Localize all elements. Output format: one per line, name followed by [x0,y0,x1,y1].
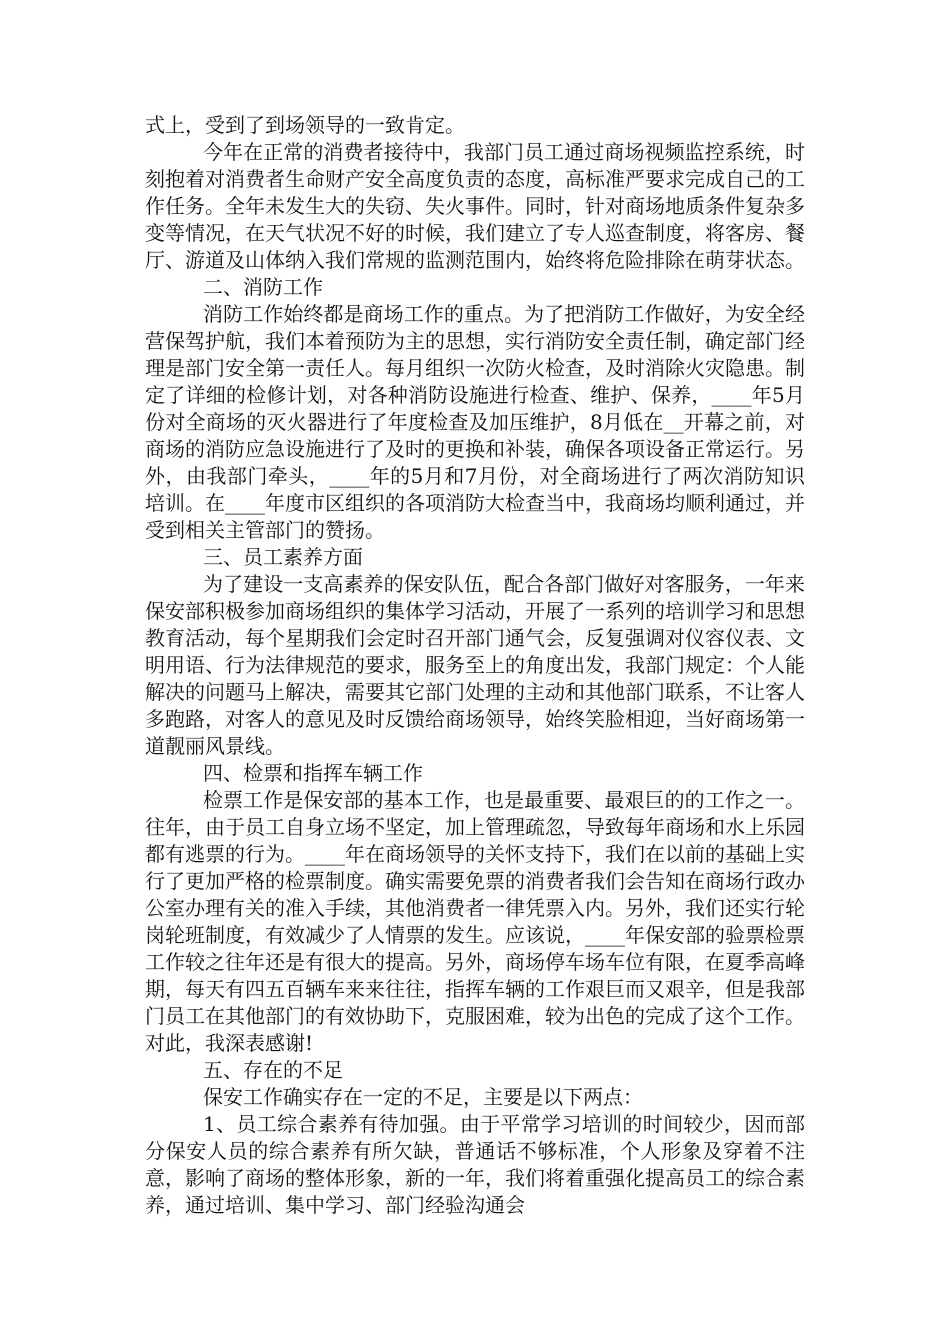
section-heading-shortcomings: 五、存在的不足 [203,1058,343,1082]
paragraph-fire: 消防工作始终都是商场工作的重点。为了把消防工作做好，为安全经营保驾护航，我们本着预防为主的思想，实行消防安全责任制，确定部门经理是部门安全第一责任人。每月组织一次防火检查，及时消除火灾隐患。制定了详细的检修计划，对各种消防设施进行检查、维护、保养，____年5月份对全商场的灭火器进行了年度检查及加压维护，8月低在__开幕之前，对商场的消防应急设施进行了及时的更换和补装，确保各项设备正常运行。另外，由我部门牵头，____年的5月和7月份，对全商场进行了两次消防知识培训。在____年度市区组织的各项消防大检查当中，我商场均顺利通过，并受到相关主管部门的赞扬。 [145,302,805,542]
section-heading-fire: 二、消防工作 [203,275,323,299]
paragraph-continuation: 式上，受到了到场领导的一致肯定。 [145,113,465,137]
paragraph-shortcoming-1: 1、员工综合素养有待加强。由于平常学习培训的时间较少，因而部分保安人员的综合素养有所欠缺，普通话不够标准，个人形象及穿着不注意，影响了商场的整体形象，新的一年，我们将着重强化提高员工的综合素养，通过培训、集中学习、部门经验沟通会 [145,1112,805,1217]
paragraph-tickets: 检票工作是保安部的基本工作，也是最重要、最艰巨的的工作之一。往年，由于员工自身立场不坚定，加上管理疏忽，导致每年商场和水上乐园都有逃票的行为。____年在商场领导的关怀支持下，我们在以前的基础上实行了更加严格的检票制度。确实需要免票的消费者我们会告知在商场行政办公室办理有关的准入手续，其他消费者一律凭票入内。另外，我们还实行轮岗轮班制度，有效减少了人情票的发生。应该说，____年保安部的验票检票工作较之往年还是有很大的提高。另外，商场停车场车位有限，在夏季高峰期，每天有四五百辆车来来往往，指挥车辆的工作艰巨而又艰辛，但是我部门员工在其他部门的有效协助下，克服困难，较为出色的完成了这个工作。对此，我深表感谢! [145,788,805,1055]
section-heading-staff: 三、员工素养方面 [203,545,363,569]
document-body [145,112,805,1219]
paragraph-staff: 为了建设一支高素养的保安队伍，配合各部门做好对客服务，一年来保安部积极参加商场组织的集体学习活动，开展了一系列的培训学习和思想教育活动，每个星期我们会定时召开部门通气会，反复强调对仪容仪表、文明用语、行为法律规范的要求，服务至上的角度出发，我部门规定：个人能解决的问题马上解决，需要其它部门处理的主动和其他部门联系，不让客人多跑路，对客人的意见及时反馈给商场领导，始终笑脸相迎，当好商场第一道靓丽风景线。 [145,572,805,758]
section-heading-tickets: 四、检票和指挥车辆工作 [203,761,423,785]
paragraph-shortcomings-intro: 保安工作确实存在一定的不足，主要是以下两点： [203,1085,643,1109]
paragraph-reception: 今年在正常的消费者接待中，我部门员工通过商场视频监控系统，时刻抱着对消费者生命财产安全高度负责的态度，高标准严要求完成自己的工作任务。全年未发生大的失窃、失火事件。同时，针对商场地质条件复杂多变等情况，在天气状况不好的时候，我们建立了专人巡查制度，将客房、餐厅、游道及山体纳入我们常规的监测范围内，始终将危险排除在萌芽状态。 [145,140,805,272]
